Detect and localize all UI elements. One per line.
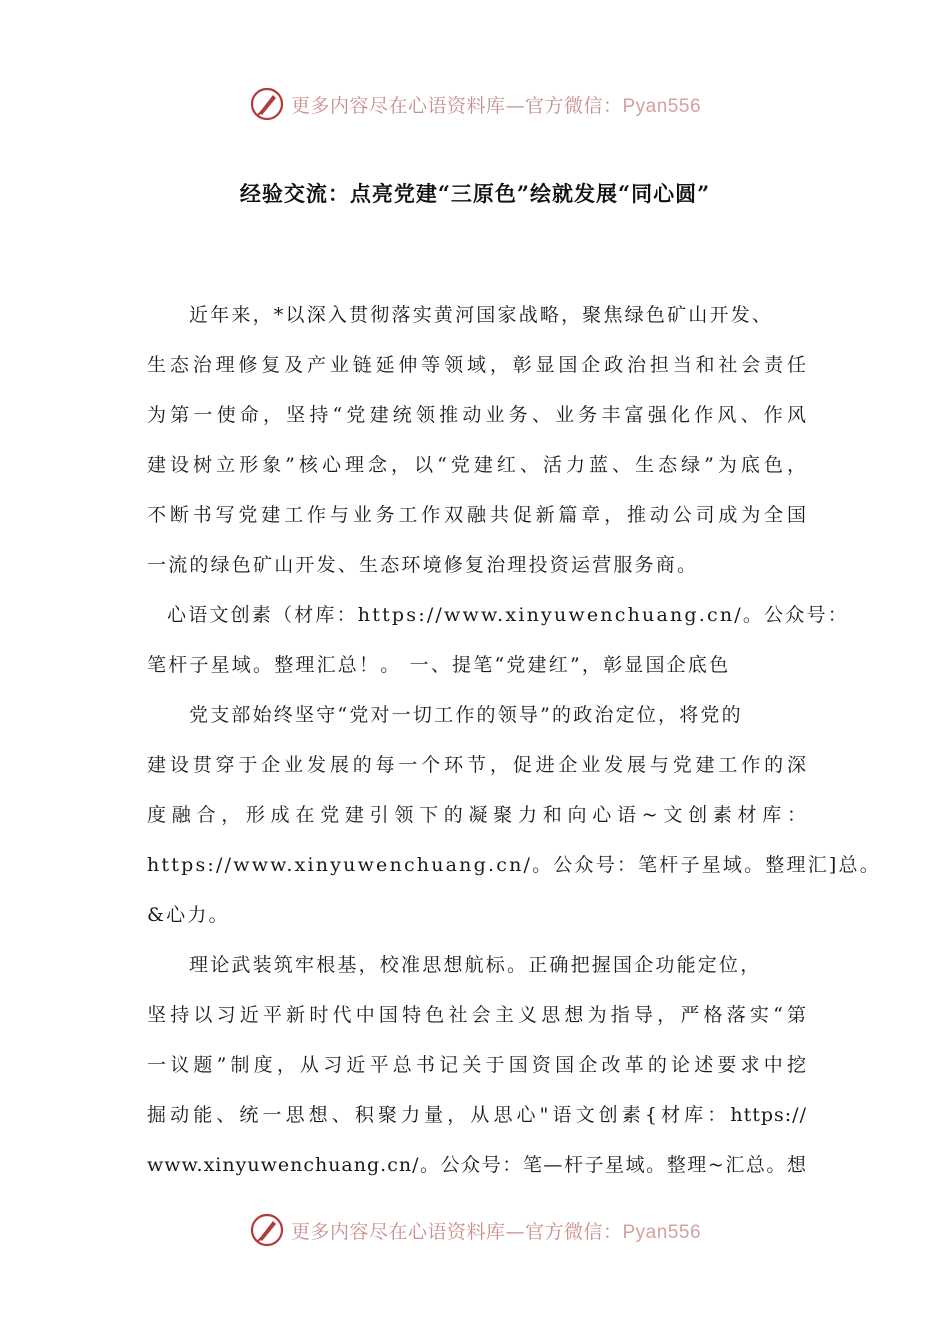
quill-logo-icon — [249, 1212, 285, 1248]
text-line: 建设贯穿于企业发展的每一个环节，促进企业发展与党建工作的深 — [147, 754, 807, 776]
quill-logo-icon — [249, 86, 285, 122]
text-line: 不断书写党建工作与业务工作双融共促新篇章，推动公司成为全国 — [147, 504, 807, 526]
watermark-id: Pyan556 — [622, 95, 702, 117]
text-line: &心力。 — [147, 904, 230, 926]
text-line: 生态治理修复及产业链延伸等领域，彰显国企政治担当和社会责任 — [147, 354, 807, 376]
text-line: 建设树立形象”核心理念，以“党建红、活力蓝、生态绿”为底色， — [147, 454, 807, 476]
watermark-footer — [0, 1208, 950, 1252]
watermark-header — [0, 82, 950, 126]
watermark-id: Pyan556 — [622, 1221, 702, 1243]
text-line: 笔杆子星域。整理汇总！。 一、提笔“党建红”，彰显国企底色 — [147, 654, 731, 676]
text-line: 一议题”制度，从习近平总书记关于国资国企改革的论述要求中挖 — [147, 1054, 807, 1076]
text-line: 为第一使命，坚持“党建统领推动业务、业务丰富强化作风、作风 — [147, 404, 807, 426]
text-line: 一流的绿色矿山开发、生态环境修复治理投资运营服务商。 — [147, 554, 699, 576]
text-line: www.xinyuwenchuang.cn/。公众号：笔—杆子星域。整理~汇总。想 — [147, 1154, 807, 1176]
text-line: 掘动能、统一思想、积聚力量，从思心"语文创素{材库：https:// — [147, 1104, 807, 1126]
text-line: 理论武装筑牢根基，校准思想航标。正确把握国企功能定位， — [189, 954, 762, 976]
watermark-text: 更多内容尽在心语资料库—官方微信： — [290, 1220, 623, 1243]
document-body — [147, 290, 881, 1190]
watermark-text: 更多内容尽在心语资料库—官方微信： — [290, 94, 623, 117]
text-line: https://www.xinyuwenchuang.cn/。公众号：笔杆子星域。整理汇]总。 — [147, 854, 881, 876]
text-line: 党支部始终坚守“党对一切工作的领导”的政治定位，将党的 — [189, 704, 743, 726]
document-title: 经验交流：点亮党建“三原色”绘就发展“同心圆” — [239, 181, 711, 206]
text-line: 心语文创素（材库：https://www.xinyuwenchuang.cn/。公众号： — [167, 604, 849, 626]
text-line: 度融合，形成在党建引领下的凝聚力和向心语~文创素材库： — [147, 804, 807, 826]
text-line: 近年来，*以深入贯彻落实黄河国家战略，聚焦绿色矿山开发、 — [189, 304, 774, 326]
text-line: 坚持以习近平新时代中国特色社会主义思想为指导，严格落实“第 — [147, 1004, 807, 1026]
